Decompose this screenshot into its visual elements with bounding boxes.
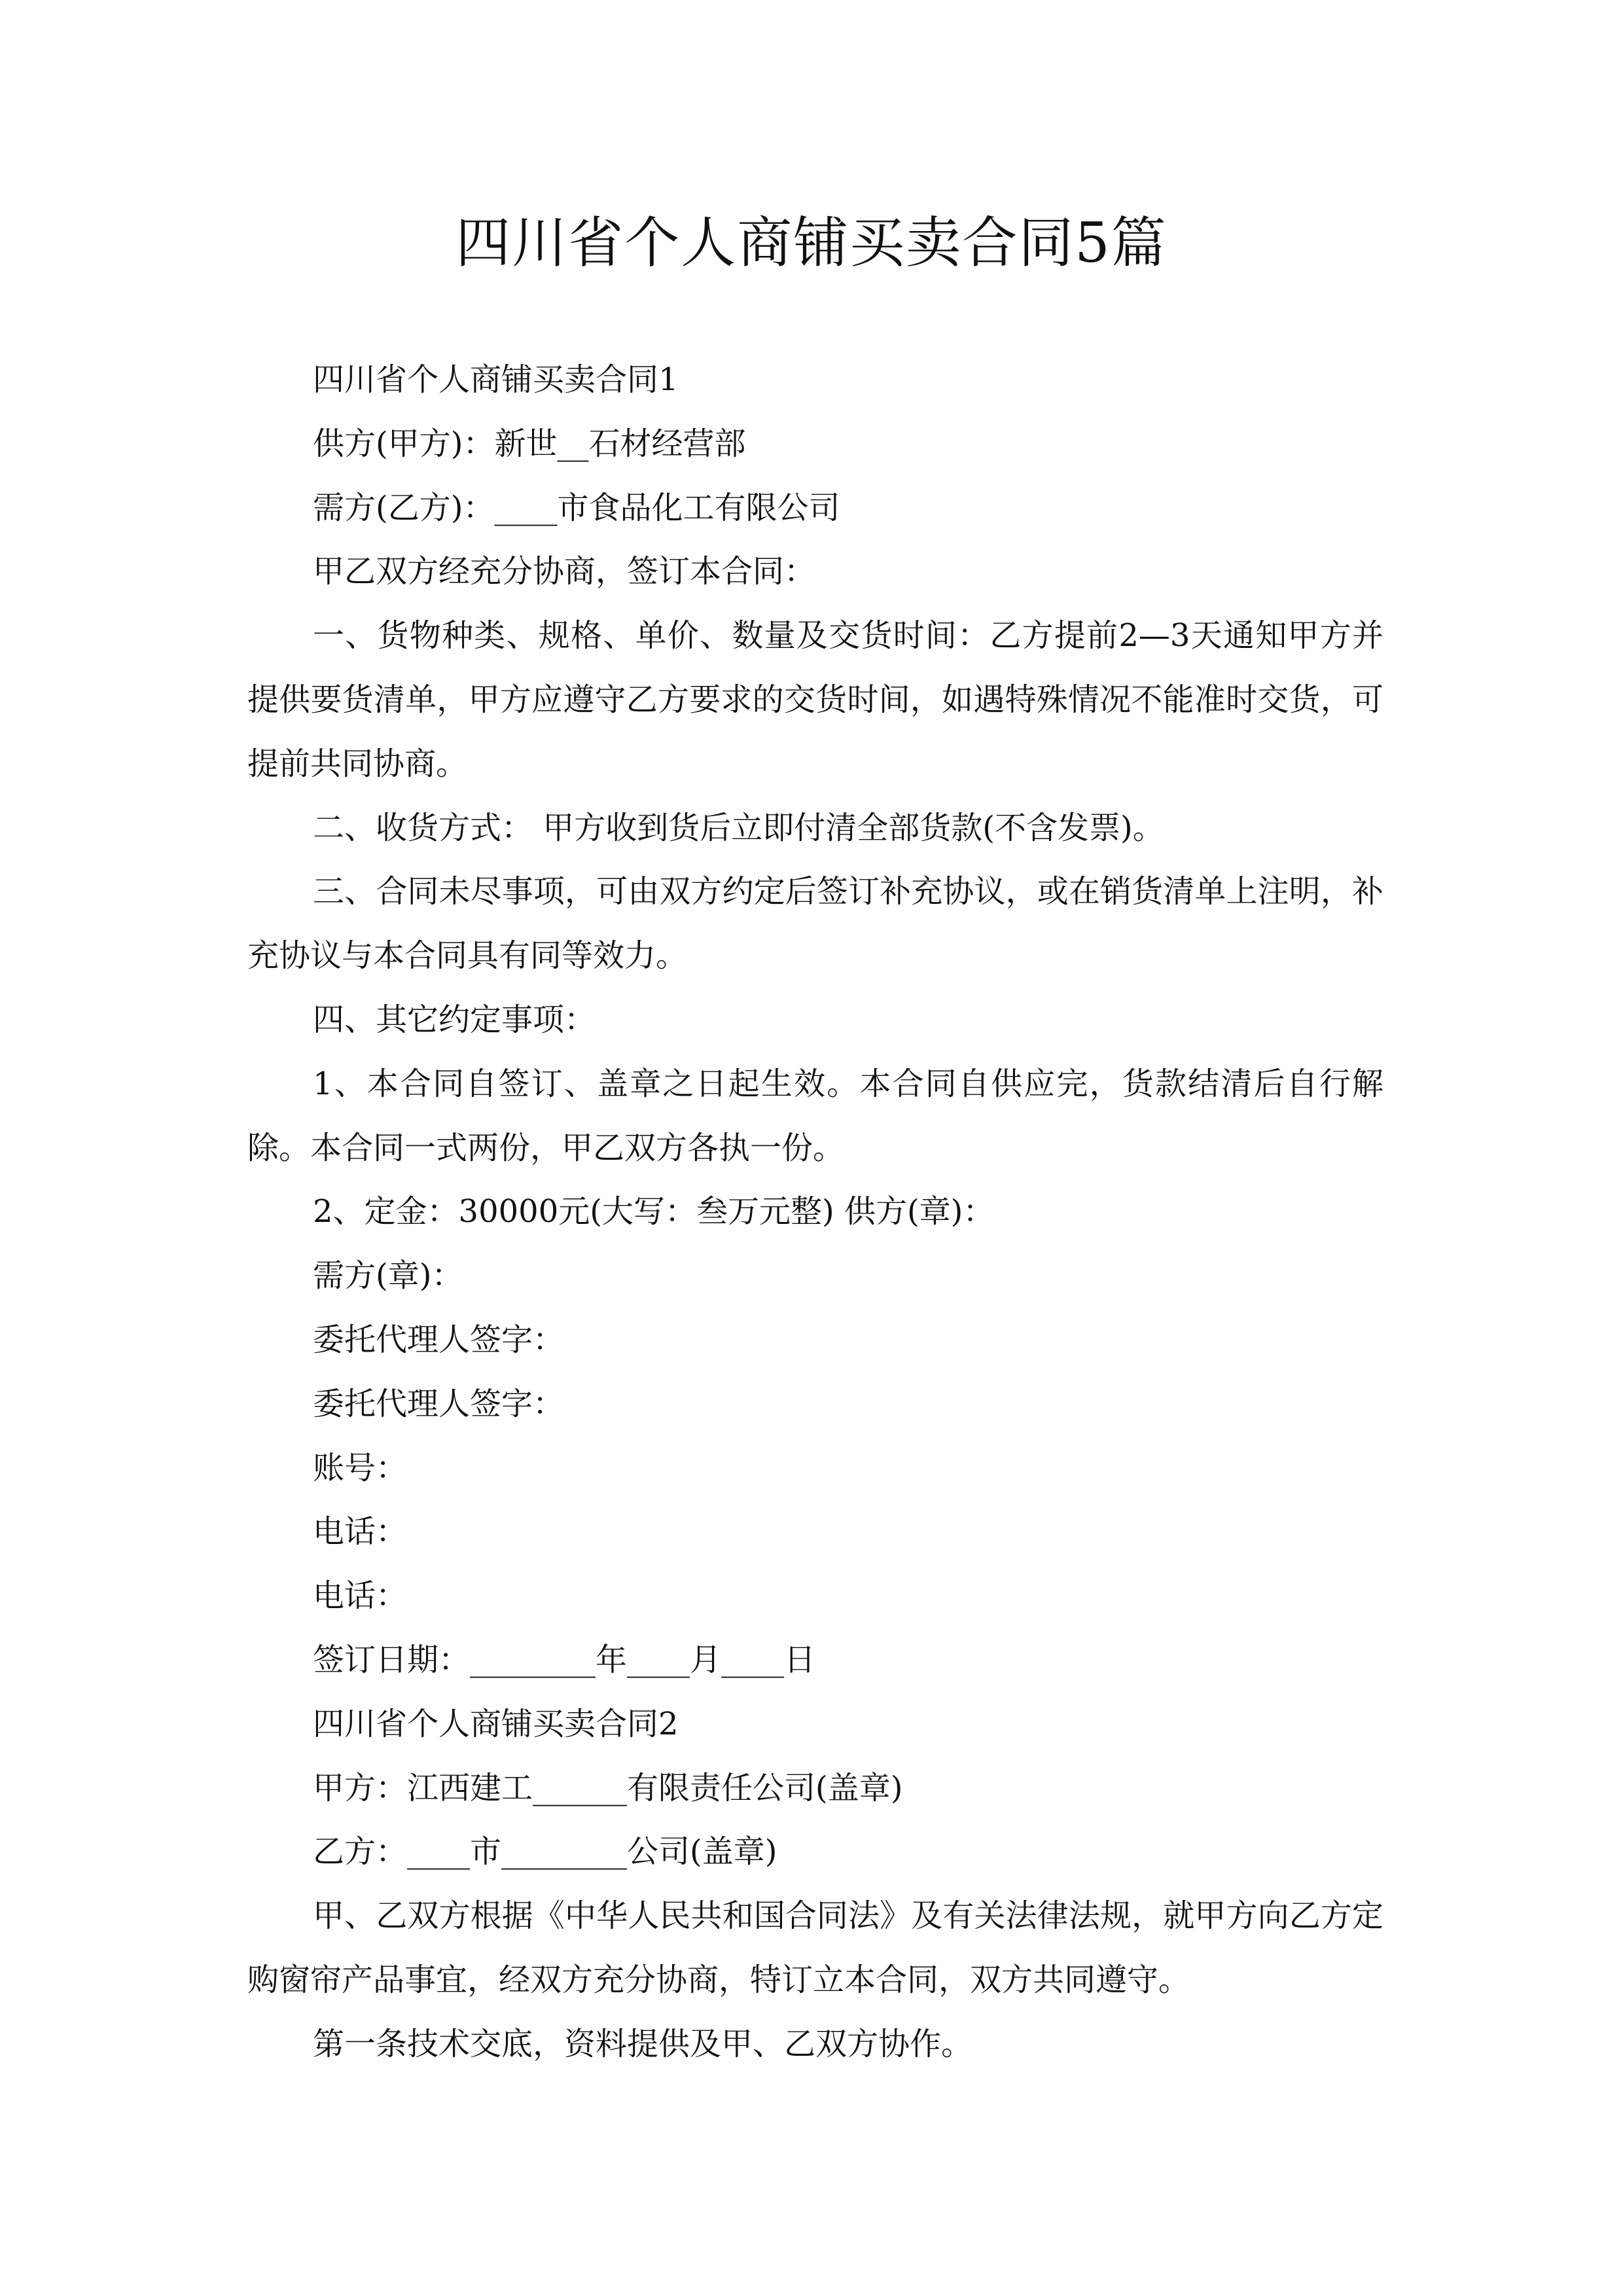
paragraph: 四、其它约定事项： (313, 1001, 596, 1038)
paragraph: 一、货物种类、规格、单价、数量及交货时间：乙方提前2—3天通知甲方并提供要货清单，甲方应遵守乙方要求的交货时间，如遇特殊情况不能准时交货，可提前共同协商。 (247, 617, 1383, 782)
paragraph: 委托代理人签字： (313, 1385, 565, 1422)
paragraph: 甲乙双方经充分协商，签订本合同： (313, 553, 816, 590)
paragraph: 第一条技术交底，资料提供及甲、乙双方协作。 (313, 2025, 973, 2062)
paragraph: 委托代理人签字： (313, 1321, 565, 1358)
paragraph: 1、本合同自签订、盖章之日起生效。本合同自供应完，货款结清后自行解除。本合同一式两份，甲乙双方各执一份。 (247, 1065, 1383, 1166)
paragraph: 乙方：____市________公司(盖章) (313, 1833, 777, 1871)
paragraph: 四川省个人商铺买卖合同1 (313, 361, 679, 398)
paragraph: 甲、乙双方根据《中华人民共和国合同法》及有关法律法规，就甲方向乙方定购窗帘产品事宜，经双方充分协商，特订立本合同，双方共同遵守。 (247, 1897, 1383, 1998)
paragraph: 二、收货方式： 甲方收到货后立即付清全部货款(不含发票)。 (313, 809, 1164, 846)
paragraph: 需方(章)： (313, 1257, 463, 1295)
paragraph: 签订日期：________年____月____日 (313, 1641, 816, 1678)
document-body (247, 348, 1383, 2077)
paragraph: 四川省个人商铺买卖合同2 (313, 1705, 679, 1742)
paragraph: 电话： (313, 1577, 408, 1615)
paragraph: 2、定金：30000元(大写：叁万元整) 供方(章)： (313, 1193, 995, 1230)
paragraph: 供方(甲方)：新世__石材经营部 (313, 425, 746, 462)
paragraph: 需方(乙方)：____市食品化工有限公司 (313, 489, 840, 526)
document-title: 四川省个人商铺买卖合同5篇 (455, 211, 1168, 275)
paragraph: 三、合同未尽事项，可由双方约定后签订补充协议，或在销货清单上注明，补充协议与本合同具有同等效力。 (247, 873, 1383, 975)
paragraph: 电话： (313, 1513, 408, 1551)
paragraph: 账号： (313, 1449, 408, 1486)
paragraph: 甲方：江西建工______有限责任公司(盖章) (313, 1769, 903, 1806)
